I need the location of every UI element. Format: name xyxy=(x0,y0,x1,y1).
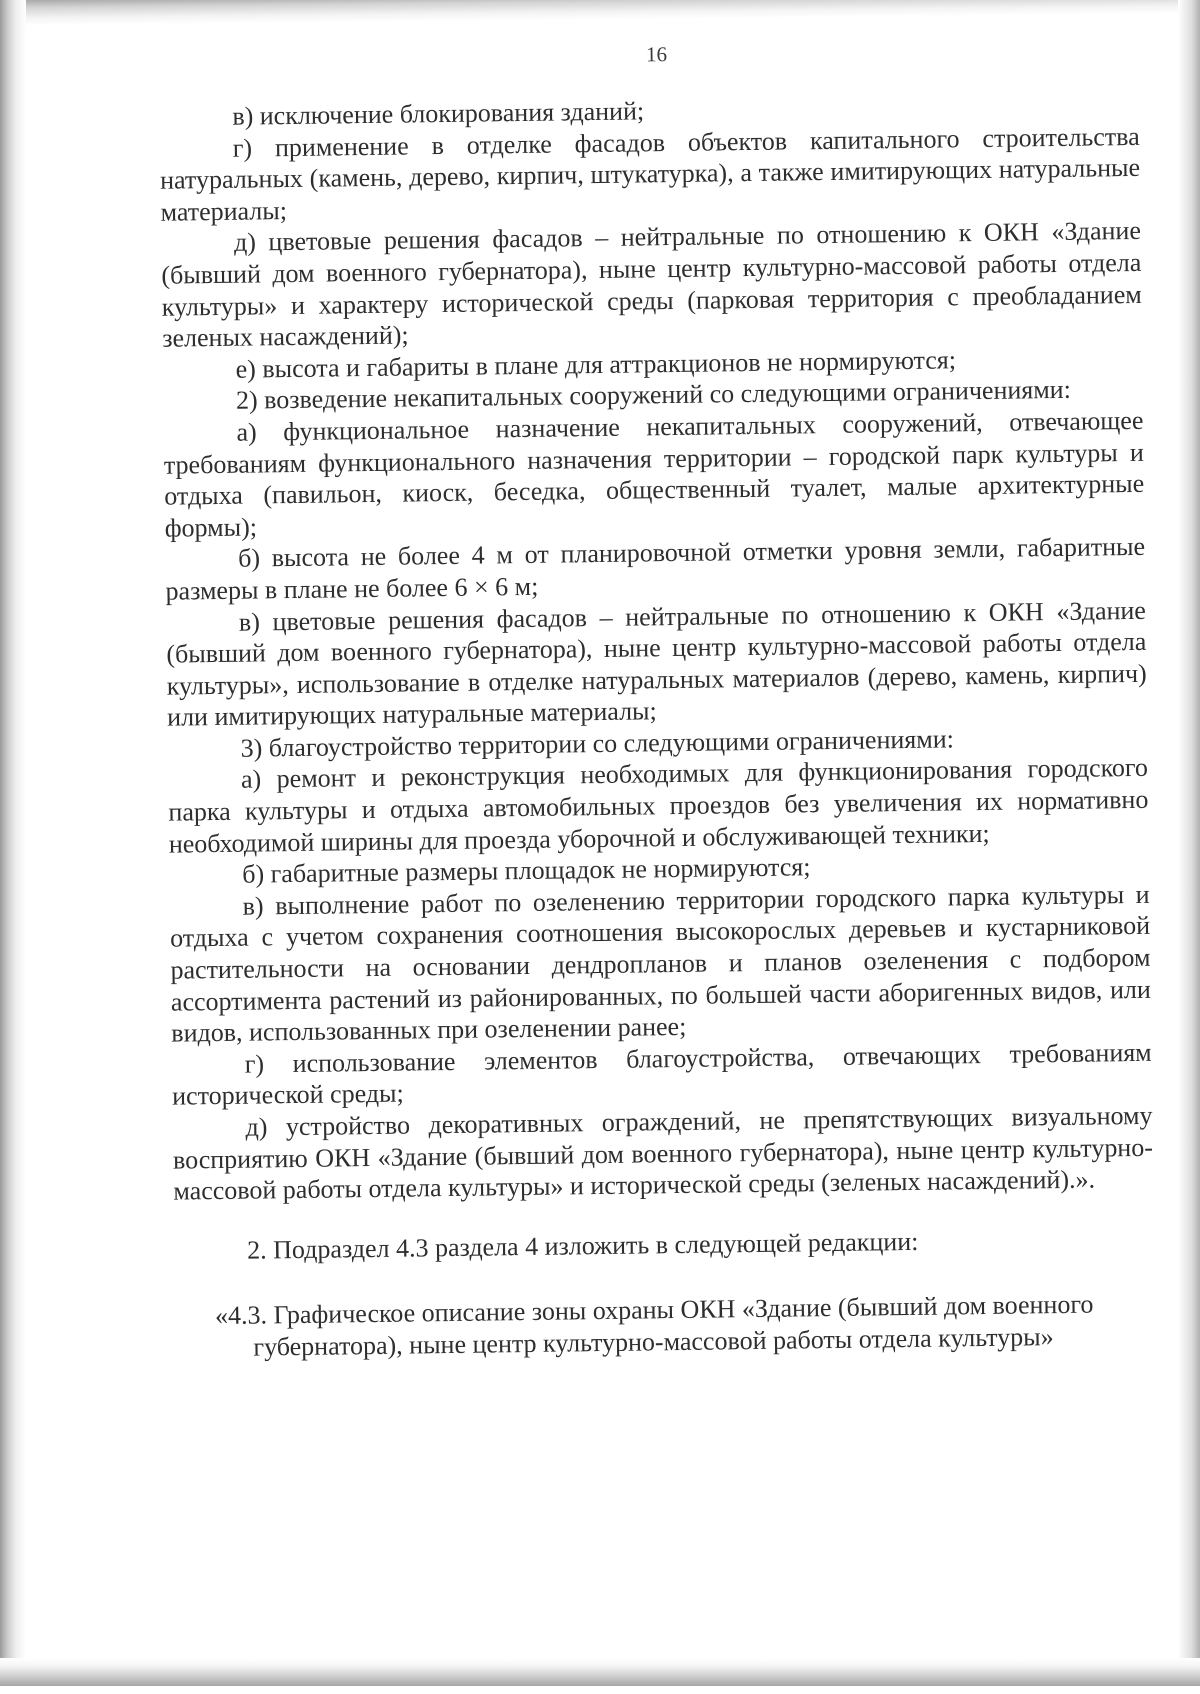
section-heading-line-1: «4.3. Графическое описание зоны охраны ОКН «Здание (бывший дом военного xyxy=(214,1289,1094,1331)
amendment-paragraph: 2. Подраздел 4.3 раздела 4 изложить в следующей редакции: xyxy=(246,1226,919,1265)
paragraph-item-b-height: б) высота не более 4 м от планировочной отметки уровня земли, габаритные размеры в плане не более 6 × 6 м; xyxy=(165,532,1146,606)
document-body xyxy=(159,89,1155,1364)
paragraph-item-a-function: а) функциональное назначение некапитальных сооружений, отвечающее требованиям функционального назначения территории – городской парк культуры и отдыха (павильон, киоск, беседка, общественный туалет, малые архитектурные формы); xyxy=(163,405,1145,543)
paragraph-item-v-colors: в) цветовые решения фасадов – нейтральные по отношению к ОКН «Здание (бывший дом военного губернатора), ныне центр культурно-массовой работы отдела культуры», использование в отделке натуральных материалов (дерево, камень, кирпич) или имитирующих натуральные материалы; xyxy=(166,595,1147,732)
paragraph-item-d-facade-colors: д) цветовые решения фасадов – нейтральные по отношению к ОКН «Здание (бывший дом военного губернатора), ныне центр культурно-массовой работы отдела культуры» и характеру исторической среды (парковая территория с преобладанием зеленых насаждений); xyxy=(161,216,1142,353)
paragraph-item-e-attractions: е) высота и габариты в плане для аттракционов не нормируются; xyxy=(235,345,957,384)
paragraph-item-a-roads: а) ремонт и реконструкция необходимых для функционирования городского парка культуры и отдыха автомобильных проездов без увеличения их нормативно необходимой ширины для проезда уборочной и обслуживающей техники; xyxy=(168,753,1149,859)
paragraph-item-v-blocking: в) исключение блокирования зданий; xyxy=(232,96,645,131)
paragraph-point-2-temporary-structures: 2) возведение некапитальных сооружений со следующими ограничениями: xyxy=(235,375,1072,416)
paragraph-item-d-fences: д) устройство декоративных ограждений, не препятствующих визуальному восприятию ОКН «Здание (бывший дом военного губернатора), ныне центр культурно-массовой работы отдела культуры» и исторической среды (зеленых насаждений).». xyxy=(172,1100,1154,1206)
paragraph-item-v-greenery: в) выполнение работ по озеленению территории городского парка культуры и отдыха с учетом сохранения соотношения высокорослых деревьев и кустарниковой растительности на основании дендропланов и планов озеленения с подбором ассортимента растений из районированных, по большей части аборигенных видов, или видов, использованных при озеленении ранее; xyxy=(169,879,1152,1048)
paragraph-item-g-facade-materials: г) применение в отделке фасадов объектов капитального строительства натуральных (камень, дерево, кирпич, штукатурка), а также имитирующих натуральные материалы; xyxy=(159,121,1141,227)
paragraph-item-g-elements: г) использование элементов благоустройства, отвечающих требованиям исторической среды; xyxy=(171,1037,1152,1112)
page-number: 16 xyxy=(645,42,668,67)
paragraph-point-3-landscaping: 3) благоустройство территории со следующими ограничениями: xyxy=(240,724,955,763)
paragraph-item-b-sites: б) габаритные размеры площадок не нормируются; xyxy=(242,852,811,889)
section-heading-line-2: губернатора), ныне центр культурно-массовой работы отдела культуры» xyxy=(253,1322,1054,1362)
section-heading xyxy=(175,1288,1156,1364)
